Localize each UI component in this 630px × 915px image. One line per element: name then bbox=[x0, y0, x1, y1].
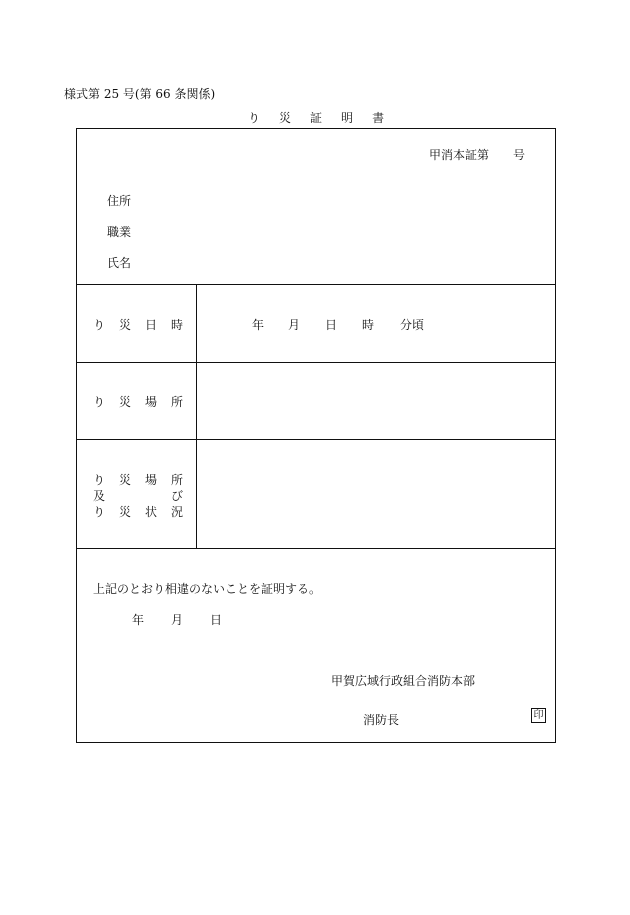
title-char: り bbox=[248, 111, 262, 125]
name-label: 氏名 bbox=[107, 256, 132, 270]
hour-unit: 時 bbox=[362, 318, 375, 332]
day-unit: 日 bbox=[210, 613, 223, 627]
month-unit: 月 bbox=[171, 613, 184, 627]
row-divider bbox=[77, 439, 555, 440]
label-char: 災 bbox=[119, 395, 132, 409]
place-status-label-line1 bbox=[93, 471, 183, 488]
month-unit: 月 bbox=[288, 318, 301, 332]
label-char: 状 bbox=[145, 505, 158, 519]
form-number-label: 様式第 25 号(第 66 条関係) bbox=[64, 87, 216, 101]
title-char: 災 bbox=[279, 111, 293, 125]
label-char: 日 bbox=[145, 318, 158, 332]
title-char: 証 bbox=[310, 111, 324, 125]
column-divider bbox=[196, 284, 197, 548]
row-divider bbox=[77, 362, 555, 363]
label-char: 災 bbox=[119, 473, 132, 487]
row-divider bbox=[77, 284, 555, 285]
label-char: り bbox=[93, 318, 106, 332]
label-char: 所 bbox=[171, 395, 184, 409]
certificate-form-frame bbox=[76, 128, 556, 743]
title-char: 明 bbox=[341, 111, 355, 125]
place-status-label-line2 bbox=[93, 487, 183, 504]
issuer-name: 甲賀広域行政組合消防本部 bbox=[331, 674, 476, 688]
row-divider bbox=[77, 548, 555, 549]
label-char: 場 bbox=[145, 473, 158, 487]
day-unit: 日 bbox=[325, 318, 338, 332]
label-char: り bbox=[93, 395, 106, 409]
disaster-place-label bbox=[93, 393, 183, 410]
label-char: 況 bbox=[171, 505, 184, 519]
minute-unit: 分頃 bbox=[400, 318, 425, 332]
address-label: 住所 bbox=[107, 194, 132, 208]
certification-statement: 上記のとおり相違のないことを証明する。 bbox=[93, 582, 322, 596]
chief-title: 消防長 bbox=[363, 713, 400, 727]
certification-date bbox=[132, 611, 222, 628]
seal-stamp: 印 bbox=[531, 708, 546, 723]
certificate-number-suffix: 号 bbox=[513, 148, 526, 162]
title-char: 書 bbox=[372, 111, 386, 125]
certificate-number bbox=[429, 146, 525, 163]
label-char: り bbox=[93, 473, 106, 487]
label-char: 時 bbox=[171, 318, 184, 332]
label-char: 所 bbox=[171, 473, 184, 487]
label-char: 災 bbox=[119, 318, 132, 332]
disaster-datetime-value bbox=[252, 316, 424, 333]
label-char: 災 bbox=[119, 505, 132, 519]
label-char: 場 bbox=[145, 395, 158, 409]
year-unit: 年 bbox=[132, 613, 145, 627]
occupation-label: 職業 bbox=[107, 225, 132, 239]
year-unit: 年 bbox=[252, 318, 265, 332]
label-char: り bbox=[93, 505, 106, 519]
label-char: び bbox=[171, 489, 184, 503]
certificate-number-prefix: 甲消本証第 bbox=[429, 148, 490, 162]
label-char: 及 bbox=[93, 489, 106, 503]
disaster-datetime-label bbox=[93, 316, 183, 333]
place-status-label-line3 bbox=[93, 503, 183, 520]
document-title bbox=[248, 109, 385, 126]
